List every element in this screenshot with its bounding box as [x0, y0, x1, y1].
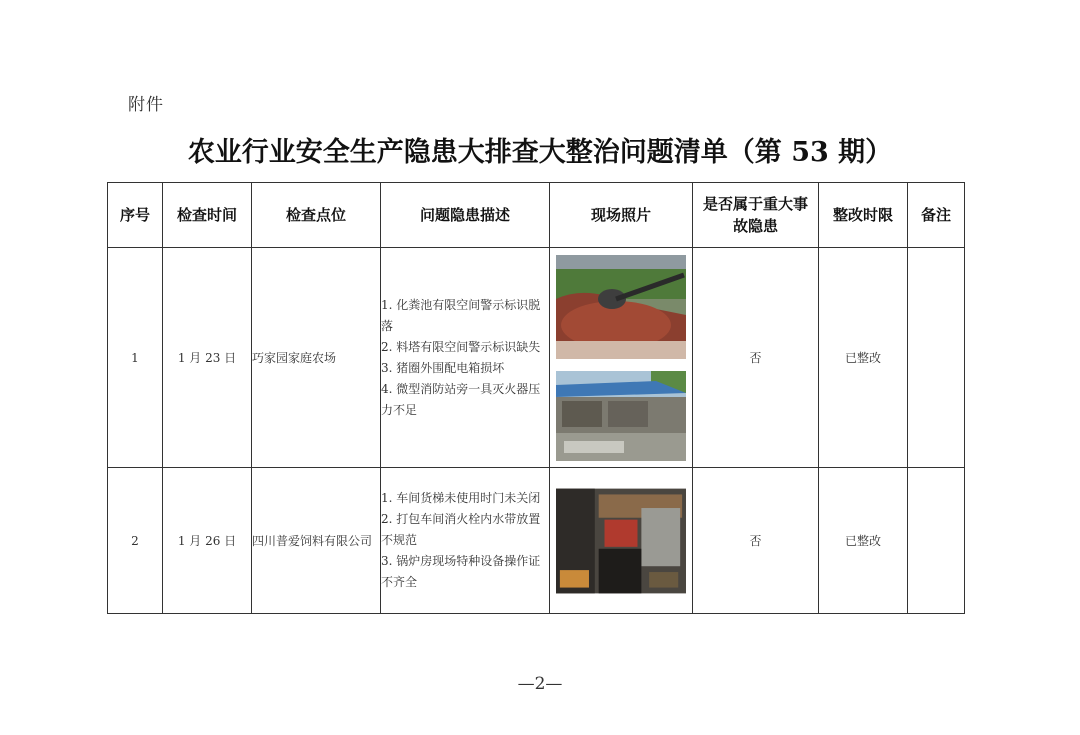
hazard-table — [107, 182, 965, 614]
header-photos: 现场照片 — [550, 183, 693, 248]
row-rectify: 已整改 — [819, 248, 908, 468]
row-seq: 1 — [108, 248, 163, 468]
row-remark — [908, 468, 965, 614]
row-description: 1. 车间货梯未使用时门未关闭 2. 打包车间消火栓内水带放置不规范 3. 锅炉房现场特种设备操作证不齐全 — [381, 468, 550, 614]
header-remark: 备注 — [908, 183, 965, 248]
site-photo-septic-tank — [556, 255, 686, 359]
row-rectify: 已整改 — [819, 468, 908, 614]
row-location: 巧家园家庭农场 — [252, 248, 381, 468]
row-major: 否 — [693, 468, 819, 614]
site-photo-workshop — [556, 487, 686, 595]
table-header-row — [108, 183, 965, 248]
table-row — [108, 248, 965, 468]
table-row — [108, 468, 965, 614]
attachment-label: 附件 — [128, 95, 164, 115]
page-number: —2— — [517, 674, 563, 694]
row-seq: 2 — [108, 468, 163, 614]
document-title: 农业行业安全生产隐患大排查大整治问题清单（第 53 期） — [187, 137, 893, 168]
row-remark — [908, 248, 965, 468]
row-photos — [550, 248, 693, 468]
header-major: 是否属于重大事故隐患 — [693, 183, 819, 248]
row-major: 否 — [693, 248, 819, 468]
site-photo-pig-pen — [556, 371, 686, 461]
row-location: 四川普爱饲料有限公司 — [252, 468, 381, 614]
row-date: 1 月 23 日 — [163, 248, 252, 468]
row-date: 1 月 26 日 — [163, 468, 252, 614]
header-location: 检查点位 — [252, 183, 381, 248]
header-seq: 序号 — [108, 183, 163, 248]
header-description: 问题隐患描述 — [381, 183, 550, 248]
header-rectify: 整改时限 — [819, 183, 908, 248]
row-description: 1. 化粪池有限空间警示标识脱落 2. 料塔有限空间警示标识缺失 3. 猪圈外围配电箱损坏 4. 微型消防站旁一具灭火器压力不足 — [381, 248, 550, 468]
row-photos — [550, 468, 693, 614]
header-date: 检查时间 — [163, 183, 252, 248]
